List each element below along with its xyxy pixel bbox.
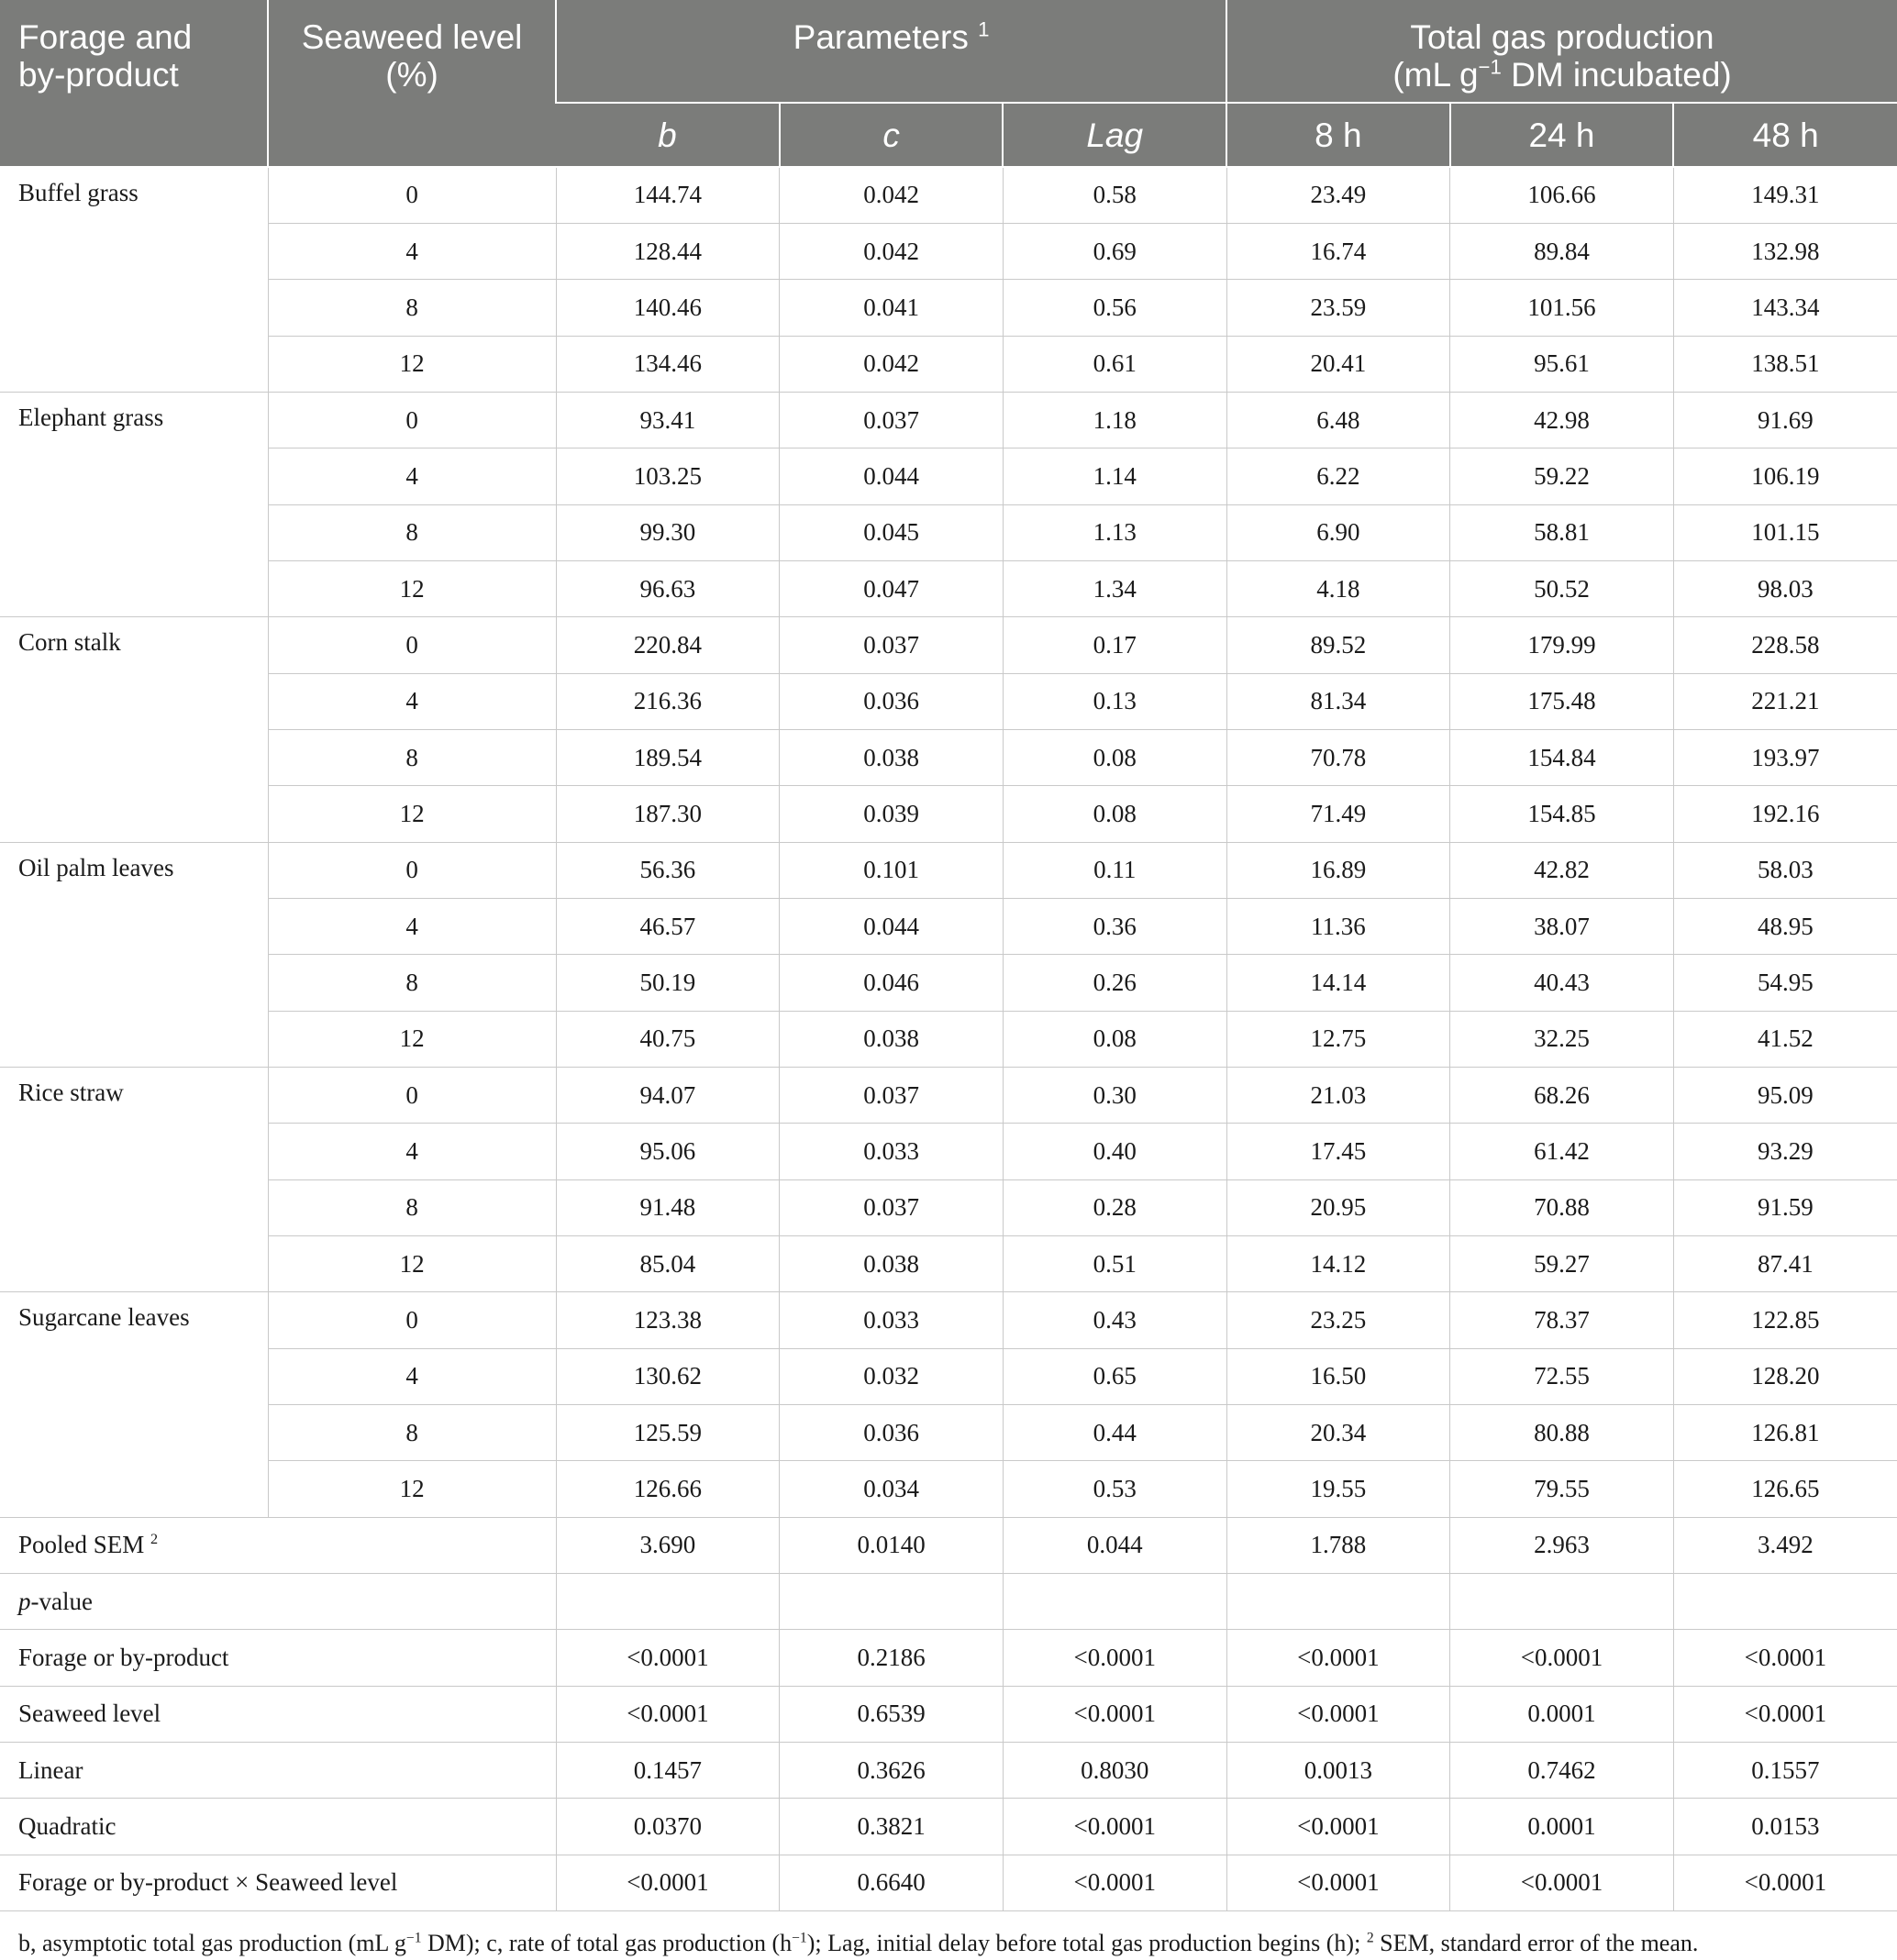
value-cell: 0.0140	[780, 1517, 1004, 1573]
value-cell: 0.3821	[780, 1799, 1004, 1855]
value-cell: <0.0001	[1226, 1799, 1450, 1855]
value-cell: <0.0001	[556, 1630, 780, 1686]
value-cell: 0.037	[780, 1068, 1004, 1124]
value-cell: 0.038	[780, 1236, 1004, 1292]
value-cell: 0.046	[780, 955, 1004, 1011]
value-cell: 99.30	[556, 504, 780, 560]
value-cell: 0.0013	[1226, 1743, 1450, 1799]
value-cell: 0.045	[780, 504, 1004, 560]
value-cell: 42.82	[1450, 842, 1674, 898]
seaweed-level-cell: 4	[268, 898, 556, 954]
value-cell: 4.18	[1226, 560, 1450, 616]
table-body	[0, 167, 1897, 1911]
seaweed-level-cell: 0	[268, 1292, 556, 1348]
table-header	[0, 0, 1897, 167]
table-row	[0, 392, 1897, 448]
value-cell: 0.2186	[780, 1630, 1004, 1686]
table-row	[0, 617, 1897, 673]
seaweed-level-cell: 0	[268, 392, 556, 448]
value-cell: 14.14	[1226, 955, 1450, 1011]
value-cell: 0.036	[780, 1405, 1004, 1461]
stat-row	[0, 1855, 1897, 1910]
value-cell: 0.034	[780, 1461, 1004, 1517]
value-cell: 179.99	[1450, 617, 1674, 673]
value-cell: <0.0001	[1450, 1855, 1674, 1910]
value-cell: 103.25	[556, 448, 780, 504]
value-cell: 0.11	[1003, 842, 1226, 898]
table-row	[0, 223, 1897, 279]
value-cell: 0.65	[1003, 1348, 1226, 1404]
value-cell: <0.0001	[1003, 1630, 1226, 1686]
empty-cell	[1450, 1574, 1674, 1630]
value-cell: 126.65	[1673, 1461, 1897, 1517]
forage-label: Elephant grass	[0, 392, 268, 616]
value-cell: 189.54	[556, 729, 780, 785]
table-row	[0, 448, 1897, 504]
value-cell: <0.0001	[1450, 1630, 1674, 1686]
value-cell: <0.0001	[1673, 1855, 1897, 1910]
seaweed-level-cell: 8	[268, 280, 556, 336]
value-cell: 122.85	[1673, 1292, 1897, 1348]
seaweed-level-cell: 4	[268, 223, 556, 279]
value-cell: <0.0001	[556, 1855, 780, 1910]
sem-label: Pooled SEM $^2$	[0, 1517, 556, 1573]
table-row	[0, 1236, 1897, 1292]
value-cell: <0.0001	[1003, 1855, 1226, 1910]
value-cell: 59.22	[1450, 448, 1674, 504]
seaweed-level-cell: 8	[268, 1179, 556, 1235]
value-cell: 187.30	[556, 786, 780, 842]
header-forage: Forage and by-product	[0, 0, 268, 167]
value-cell: 0.033	[780, 1292, 1004, 1348]
value-cell: 0.0001	[1450, 1799, 1674, 1855]
seaweed-level-cell: 4	[268, 673, 556, 729]
value-cell: 0.044	[1003, 1517, 1226, 1573]
value-cell: 0.08	[1003, 729, 1226, 785]
pvalue-row	[0, 1574, 1897, 1630]
stat-label: Seaweed level	[0, 1686, 556, 1742]
value-cell: 0.044	[780, 898, 1004, 954]
value-cell: 0.43	[1003, 1292, 1226, 1348]
value-cell: 0.038	[780, 729, 1004, 785]
forage-label: Oil palm leaves	[0, 842, 268, 1067]
header-48h: 48 h	[1673, 103, 1897, 167]
value-cell: 2.963	[1450, 1517, 1674, 1573]
seaweed-level-cell: 4	[268, 1348, 556, 1404]
table-row	[0, 955, 1897, 1011]
stat-label: Forage or by-product	[0, 1630, 556, 1686]
value-cell: 6.48	[1226, 392, 1450, 448]
value-cell: <0.0001	[1673, 1686, 1897, 1742]
value-cell: 91.59	[1673, 1179, 1897, 1235]
seaweed-level-cell: 12	[268, 1236, 556, 1292]
seaweed-level-cell: 12	[268, 1461, 556, 1517]
value-cell: 20.34	[1226, 1405, 1450, 1461]
value-cell: 0.56	[1003, 280, 1226, 336]
value-cell: 0.047	[780, 560, 1004, 616]
table-row	[0, 898, 1897, 954]
value-cell: 144.74	[556, 167, 780, 223]
value-cell: 50.19	[556, 955, 780, 1011]
value-cell: 1.14	[1003, 448, 1226, 504]
value-cell: 0.042	[780, 167, 1004, 223]
value-cell: 0.037	[780, 617, 1004, 673]
table-row	[0, 1124, 1897, 1179]
value-cell: <0.0001	[1003, 1799, 1226, 1855]
table-row	[0, 786, 1897, 842]
value-cell: 0.69	[1003, 223, 1226, 279]
value-cell: 193.97	[1673, 729, 1897, 785]
value-cell: 17.45	[1226, 1124, 1450, 1179]
value-cell: 85.04	[556, 1236, 780, 1292]
value-cell: 126.66	[556, 1461, 780, 1517]
value-cell: 23.49	[1226, 167, 1450, 223]
seaweed-level-cell: 0	[268, 617, 556, 673]
value-cell: <0.0001	[1226, 1855, 1450, 1910]
value-cell: 0.6640	[780, 1855, 1004, 1910]
seaweed-level-cell: 8	[268, 504, 556, 560]
value-cell: 72.55	[1450, 1348, 1674, 1404]
value-cell: 79.55	[1450, 1461, 1674, 1517]
table-row	[0, 1011, 1897, 1067]
stat-label: Linear	[0, 1743, 556, 1799]
table-row	[0, 729, 1897, 785]
empty-cell	[1673, 1574, 1897, 1630]
value-cell: 221.21	[1673, 673, 1897, 729]
value-cell: <0.0001	[1226, 1630, 1450, 1686]
value-cell: 0.08	[1003, 1011, 1226, 1067]
header-8h: 8 h	[1226, 103, 1450, 167]
value-cell: 89.52	[1226, 617, 1450, 673]
value-cell: 0.61	[1003, 336, 1226, 392]
header-parameters: Parameters $^1$	[556, 0, 1226, 103]
value-cell: 93.29	[1673, 1124, 1897, 1179]
stat-label: Forage or by-product × Seaweed level	[0, 1855, 556, 1910]
value-cell: 0.40	[1003, 1124, 1226, 1179]
value-cell: 0.1557	[1673, 1743, 1897, 1799]
value-cell: 16.89	[1226, 842, 1450, 898]
forage-label: Rice straw	[0, 1068, 268, 1292]
stat-row	[0, 1743, 1897, 1799]
value-cell: 228.58	[1673, 617, 1897, 673]
header-total-gas: Total gas production (mL $g^{-1}$ DM incubated)	[1226, 0, 1897, 103]
seaweed-level-cell: 0	[268, 167, 556, 223]
value-cell: 41.52	[1673, 1011, 1897, 1067]
value-cell: 0.036	[780, 673, 1004, 729]
value-cell: 0.36	[1003, 898, 1226, 954]
value-cell: 132.98	[1673, 223, 1897, 279]
table-row	[0, 1348, 1897, 1404]
value-cell: 149.31	[1673, 167, 1897, 223]
value-cell: 68.26	[1450, 1068, 1674, 1124]
stat-label: Quadratic	[0, 1799, 556, 1855]
value-cell: 38.07	[1450, 898, 1674, 954]
value-cell: 0.037	[780, 392, 1004, 448]
value-cell: 138.51	[1673, 336, 1897, 392]
value-cell: 48.95	[1673, 898, 1897, 954]
empty-cell	[780, 1574, 1004, 1630]
value-cell: 23.59	[1226, 280, 1450, 336]
seaweed-level-cell: 8	[268, 1405, 556, 1461]
value-cell: 95.09	[1673, 1068, 1897, 1124]
table-row	[0, 504, 1897, 560]
value-cell: 16.50	[1226, 1348, 1450, 1404]
value-cell: 91.48	[556, 1179, 780, 1235]
value-cell: 0.042	[780, 336, 1004, 392]
value-cell: 0.28	[1003, 1179, 1226, 1235]
value-cell: 0.13	[1003, 673, 1226, 729]
value-cell: 0.032	[780, 1348, 1004, 1404]
value-cell: 87.41	[1673, 1236, 1897, 1292]
value-cell: 96.63	[556, 560, 780, 616]
forage-label: Corn stalk	[0, 617, 268, 842]
header-24h: 24 h	[1450, 103, 1674, 167]
value-cell: 1.13	[1003, 504, 1226, 560]
value-cell: 3.690	[556, 1517, 780, 1573]
header-c: c	[780, 103, 1004, 167]
value-cell: 0.8030	[1003, 1743, 1226, 1799]
value-cell: 20.41	[1226, 336, 1450, 392]
table-row	[0, 1179, 1897, 1235]
value-cell: 0.0153	[1673, 1799, 1897, 1855]
empty-cell	[1226, 1574, 1450, 1630]
table-row	[0, 1405, 1897, 1461]
value-cell: 0.44	[1003, 1405, 1226, 1461]
value-cell: 0.6539	[780, 1686, 1004, 1742]
value-cell: 70.88	[1450, 1179, 1674, 1235]
table-row	[0, 842, 1897, 898]
value-cell: 0.08	[1003, 786, 1226, 842]
value-cell: 11.36	[1226, 898, 1450, 954]
value-cell: 20.95	[1226, 1179, 1450, 1235]
value-cell: 0.0370	[556, 1799, 780, 1855]
value-cell: 175.48	[1450, 673, 1674, 729]
value-cell: 0.101	[780, 842, 1004, 898]
value-cell: 192.16	[1673, 786, 1897, 842]
value-cell: 1.34	[1003, 560, 1226, 616]
value-cell: 58.03	[1673, 842, 1897, 898]
header-seaweed-level: Seaweed level (%)	[268, 0, 556, 167]
value-cell: 50.52	[1450, 560, 1674, 616]
header-b: b	[556, 103, 780, 167]
empty-cell	[1003, 1574, 1226, 1630]
value-cell: 46.57	[556, 898, 780, 954]
value-cell: 130.62	[556, 1348, 780, 1404]
value-cell: 0.17	[1003, 617, 1226, 673]
value-cell: 126.81	[1673, 1405, 1897, 1461]
seaweed-level-cell: 4	[268, 448, 556, 504]
forage-label: Buffel grass	[0, 167, 268, 392]
value-cell: 95.06	[556, 1124, 780, 1179]
seaweed-level-cell: 8	[268, 955, 556, 1011]
value-cell: 61.42	[1450, 1124, 1674, 1179]
value-cell: <0.0001	[556, 1686, 780, 1742]
value-cell: 42.98	[1450, 392, 1674, 448]
value-cell: 0.037	[780, 1179, 1004, 1235]
header-lag: Lag	[1003, 103, 1226, 167]
value-cell: 101.15	[1673, 504, 1897, 560]
value-cell: 0.26	[1003, 955, 1226, 1011]
value-cell: 154.85	[1450, 786, 1674, 842]
value-cell: 12.75	[1226, 1011, 1450, 1067]
value-cell: 101.56	[1450, 280, 1674, 336]
empty-cell	[556, 1574, 780, 1630]
table-row	[0, 1068, 1897, 1124]
value-cell: 81.34	[1226, 673, 1450, 729]
value-cell: 0.041	[780, 280, 1004, 336]
value-cell: 125.59	[556, 1405, 780, 1461]
value-cell: 0.044	[780, 448, 1004, 504]
stat-row	[0, 1799, 1897, 1855]
value-cell: 70.78	[1226, 729, 1450, 785]
value-cell: 123.38	[556, 1292, 780, 1348]
stat-row	[0, 1686, 1897, 1742]
value-cell: 91.69	[1673, 392, 1897, 448]
value-cell: 0.30	[1003, 1068, 1226, 1124]
value-cell: 54.95	[1673, 955, 1897, 1011]
value-cell: 19.55	[1226, 1461, 1450, 1517]
value-cell: 0.039	[780, 786, 1004, 842]
sem-row	[0, 1517, 1897, 1573]
value-cell: <0.0001	[1003, 1686, 1226, 1742]
stat-row	[0, 1630, 1897, 1686]
value-cell: 216.36	[556, 673, 780, 729]
table-row	[0, 1461, 1897, 1517]
value-cell: 59.27	[1450, 1236, 1674, 1292]
value-cell: 56.36	[556, 842, 780, 898]
value-cell: 1.18	[1003, 392, 1226, 448]
value-cell: 106.66	[1450, 167, 1674, 223]
value-cell: 0.033	[780, 1124, 1004, 1179]
value-cell: 134.46	[556, 336, 780, 392]
value-cell: 95.61	[1450, 336, 1674, 392]
value-cell: 0.51	[1003, 1236, 1226, 1292]
value-cell: 6.22	[1226, 448, 1450, 504]
table-row	[0, 167, 1897, 223]
value-cell: 6.90	[1226, 504, 1450, 560]
value-cell: 89.84	[1450, 223, 1674, 279]
value-cell: 1.788	[1226, 1517, 1450, 1573]
value-cell: 106.19	[1673, 448, 1897, 504]
seaweed-level-cell: 12	[268, 786, 556, 842]
forage-label: Sugarcane leaves	[0, 1292, 268, 1517]
table-row	[0, 280, 1897, 336]
value-cell: <0.0001	[1226, 1686, 1450, 1742]
value-cell: 58.81	[1450, 504, 1674, 560]
value-cell: 0.53	[1003, 1461, 1226, 1517]
value-cell: 93.41	[556, 392, 780, 448]
value-cell: 78.37	[1450, 1292, 1674, 1348]
value-cell: 40.75	[556, 1011, 780, 1067]
value-cell: 0.3626	[780, 1743, 1004, 1799]
seaweed-level-cell: 0	[268, 1068, 556, 1124]
value-cell: 143.34	[1673, 280, 1897, 336]
value-cell: 21.03	[1226, 1068, 1450, 1124]
table-footnote: b, asymptotic total gas production (mL $g^{-1}$ DM); c, rate of total gas production $(h^{-1})$; Lag, initial delay before total gas production begins (h); $^2$ SEM, standard error of the mean.	[18, 1930, 1699, 1956]
value-cell: 154.84	[1450, 729, 1674, 785]
value-cell: 0.0001	[1450, 1686, 1674, 1742]
seaweed-level-cell: 4	[268, 1124, 556, 1179]
pvalue-label: p-value	[0, 1574, 556, 1630]
value-cell: 128.44	[556, 223, 780, 279]
value-cell: 80.88	[1450, 1405, 1674, 1461]
value-cell: 3.492	[1673, 1517, 1897, 1573]
table-row	[0, 1292, 1897, 1348]
value-cell: <0.0001	[1673, 1630, 1897, 1686]
table-row	[0, 560, 1897, 616]
value-cell: 16.74	[1226, 223, 1450, 279]
value-cell: 0.58	[1003, 167, 1226, 223]
value-cell: 71.49	[1226, 786, 1450, 842]
table-row	[0, 336, 1897, 392]
value-cell: 40.43	[1450, 955, 1674, 1011]
value-cell: 0.1457	[556, 1743, 780, 1799]
seaweed-level-cell: 12	[268, 1011, 556, 1067]
seaweed-level-cell: 0	[268, 842, 556, 898]
value-cell: 94.07	[556, 1068, 780, 1124]
value-cell: 0.7462	[1450, 1743, 1674, 1799]
table-row	[0, 673, 1897, 729]
value-cell: 140.46	[556, 280, 780, 336]
seaweed-level-cell: 12	[268, 560, 556, 616]
value-cell: 98.03	[1673, 560, 1897, 616]
value-cell: 0.042	[780, 223, 1004, 279]
value-cell: 220.84	[556, 617, 780, 673]
value-cell: 0.038	[780, 1011, 1004, 1067]
value-cell: 23.25	[1226, 1292, 1450, 1348]
value-cell: 14.12	[1226, 1236, 1450, 1292]
seaweed-level-cell: 12	[268, 336, 556, 392]
value-cell: 128.20	[1673, 1348, 1897, 1404]
seaweed-level-cell: 8	[268, 729, 556, 785]
value-cell: 32.25	[1450, 1011, 1674, 1067]
